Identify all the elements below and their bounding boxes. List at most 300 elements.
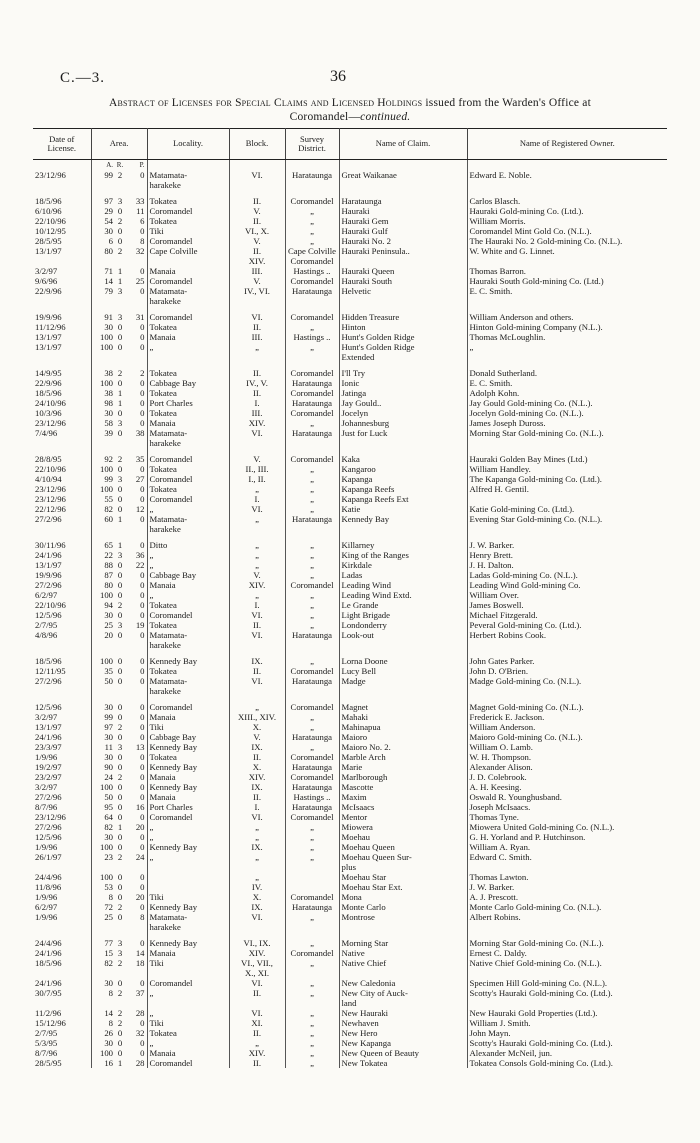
cell-locality: Manaia xyxy=(147,792,229,802)
cell-acres: 95 xyxy=(104,802,113,812)
cell-roods: 2 xyxy=(117,988,123,998)
cell-survey-district: Harataunga xyxy=(285,732,339,742)
cell-survey-district: Coromandel xyxy=(285,812,339,822)
cell-claim-name: Katie xyxy=(339,504,467,514)
cell-owner: Thomas Tyne. xyxy=(469,812,519,822)
cell-roods: 2 xyxy=(117,722,123,732)
table-row xyxy=(33,170,667,180)
table-row xyxy=(33,958,667,968)
cell-roods: 2 xyxy=(117,958,123,968)
cell-roods: 3 xyxy=(117,286,123,296)
cell-roods: 2 xyxy=(117,170,123,180)
cell-acres: 30 xyxy=(104,408,113,418)
cell-claim-name: Kapanga Reefs Ext xyxy=(339,494,467,504)
cell-locality: „ xyxy=(147,342,229,352)
table-row xyxy=(33,702,667,712)
col-date: Date of License. xyxy=(33,129,91,160)
cell-owner xyxy=(467,524,667,534)
table-row xyxy=(33,474,667,484)
cell-claim-name: Newhaven xyxy=(339,1018,467,1028)
cell-block xyxy=(229,180,285,190)
cell-date: 11/12/96 xyxy=(33,322,91,332)
table-row xyxy=(33,484,667,494)
cell-perches: 0 xyxy=(127,580,147,590)
cell-claim-name: Kaka xyxy=(339,454,467,464)
cell-roods xyxy=(115,256,127,266)
cell-claim-name: Hauraki Peninsula.. xyxy=(339,246,467,256)
cell-claim-name: Lorna Doone xyxy=(339,656,467,666)
cell-perches: 18 xyxy=(127,958,147,968)
cell-survey-district: „ xyxy=(285,570,339,580)
table-row xyxy=(33,732,667,742)
cell-roods: 0 xyxy=(117,732,123,742)
cell-claim-name: Hauraki Gulf xyxy=(339,226,467,236)
cell-block: VI. xyxy=(229,676,285,686)
cell-perches: 0 xyxy=(127,226,147,236)
cell-owner: Hauraki South Gold-mining Co. (Ltd.) xyxy=(469,276,604,286)
cell-roods: 3 xyxy=(117,312,123,322)
cell-locality: Cape Colville xyxy=(147,246,229,256)
cell-locality: Coromandel xyxy=(147,276,229,286)
cell-date: 10/3/96 xyxy=(33,408,91,418)
table-row xyxy=(33,742,667,752)
cell-survey-district: „ xyxy=(285,484,339,494)
cell-claim-name: plus xyxy=(339,862,467,872)
cell-owner: Thomas Lawton. xyxy=(469,872,529,882)
cell-acres: 60 xyxy=(104,514,113,524)
cell-date xyxy=(33,180,91,190)
cell-block: V. xyxy=(229,454,285,464)
cell-locality: Tokatea xyxy=(147,1028,229,1038)
cell-owner xyxy=(467,968,667,978)
cell-perches: 8 xyxy=(127,236,147,246)
cell-claim-name: Extended xyxy=(339,352,467,362)
cell-acres: 77 xyxy=(104,938,113,948)
cell-claim-name: Kirkdale xyxy=(339,560,467,570)
cell-survey-district: „ xyxy=(285,1038,339,1048)
cell-block: VI., IX. xyxy=(229,938,285,948)
cell-survey-district: „ xyxy=(285,712,339,722)
cell-claim-name: Native Chief xyxy=(339,958,467,968)
cell-block: „ xyxy=(229,872,285,882)
cell-locality: „ xyxy=(147,1038,229,1048)
cell-block: „ xyxy=(229,832,285,842)
cell-owner xyxy=(467,438,667,448)
cell-acres: 64 xyxy=(104,812,113,822)
cell-date: 13/1/97 xyxy=(33,560,91,570)
cell-claim-name xyxy=(339,296,467,306)
cell-date: 24/10/96 xyxy=(33,398,91,408)
cell-date: 22/9/96 xyxy=(33,378,91,388)
cell-perches: 0 xyxy=(127,702,147,712)
cell-locality xyxy=(147,968,229,978)
cell-survey-district: „ xyxy=(285,1058,339,1068)
cell-locality: Coromandel xyxy=(147,474,229,484)
cell-survey-district: Coromandel xyxy=(285,580,339,590)
cell-survey-district: Harataunga xyxy=(285,286,339,296)
cell-owner xyxy=(467,494,667,504)
cell-perches: 20 xyxy=(127,892,147,902)
cell-acres: 94 xyxy=(104,600,113,610)
table-row xyxy=(33,792,667,802)
cell-survey-district: „ xyxy=(285,912,339,922)
cell-roods: 0 xyxy=(117,1048,123,1058)
col-locality: Locality. xyxy=(147,129,229,160)
cell-block: „ xyxy=(229,560,285,570)
cell-perches xyxy=(127,998,147,1008)
cell-block: „ xyxy=(229,702,285,712)
table-row xyxy=(33,912,667,922)
cell-roods: 0 xyxy=(117,1038,123,1048)
table-row xyxy=(33,772,667,782)
cell-date: 12/5/96 xyxy=(33,702,91,712)
cell-block: „ xyxy=(229,590,285,600)
cell-acres: 30 xyxy=(104,978,113,988)
cell-survey-district: Coromandel xyxy=(285,666,339,676)
table-row xyxy=(33,782,667,792)
cell-date: 24/1/96 xyxy=(33,550,91,560)
col-claim: Name of Claim. xyxy=(339,129,467,160)
cell-owner xyxy=(467,922,667,932)
cell-acres: 58 xyxy=(104,418,113,428)
cell-date xyxy=(33,352,91,362)
cell-date: 6/2/97 xyxy=(33,902,91,912)
table-row xyxy=(33,352,667,362)
cell-claim-name: Kapanga xyxy=(339,474,467,484)
cell-owner: Magnet Gold-mining Co. (N.L.). xyxy=(469,702,584,712)
cell-survey-district xyxy=(285,640,339,650)
cell-locality: Kennedy Bay xyxy=(147,938,229,948)
cell-acres: 54 xyxy=(104,216,113,226)
cell-owner: John D. O'Brien. xyxy=(469,666,529,676)
cell-locality xyxy=(147,256,229,266)
cell-survey-district: Coromandel xyxy=(285,702,339,712)
cell-block: II. xyxy=(229,1028,285,1038)
cell-perches: 28 xyxy=(127,1058,147,1068)
cell-locality: Manaia xyxy=(147,266,229,276)
cell-survey-district: Coromandel xyxy=(285,772,339,782)
cell-owner: William O. Lamb. xyxy=(469,742,533,752)
cell-owner xyxy=(467,256,667,266)
cell-owner: Adolph Kohn. xyxy=(469,388,520,398)
cell-block: III. xyxy=(229,266,285,276)
cell-claim-name: Just for Luck xyxy=(339,428,467,438)
cell-locality: „ xyxy=(147,560,229,570)
cell-locality xyxy=(147,882,229,892)
cell-survey-district: „ xyxy=(285,540,339,550)
cell-block: VI. xyxy=(229,1008,285,1018)
cell-date: 11/8/96 xyxy=(33,882,91,892)
cell-survey-district xyxy=(285,438,339,448)
title-main: Abstract of Licenses for Special Claims and Licensed Holdings xyxy=(109,97,423,109)
cell-owner: Peveral Gold-mining Co. (Ltd.). xyxy=(469,620,582,630)
cell-date: 3/2/97 xyxy=(33,712,91,722)
cell-locality: Tokatea xyxy=(147,322,229,332)
cell-survey-district: „ xyxy=(285,938,339,948)
cell-block: X., XI. xyxy=(229,968,285,978)
cell-survey-district xyxy=(285,882,339,892)
table-row xyxy=(33,752,667,762)
cell-date: 8/7/96 xyxy=(33,802,91,812)
unit-acres: A. xyxy=(106,161,113,169)
cell-date: 28/8/95 xyxy=(33,454,91,464)
cell-owner: William J. Smith. xyxy=(469,1018,531,1028)
cell-roods: 0 xyxy=(117,832,123,842)
area-units-row xyxy=(33,160,667,171)
table-row xyxy=(33,504,667,514)
cell-perches: 0 xyxy=(127,676,147,686)
cell-date xyxy=(33,922,91,932)
table-row xyxy=(33,276,667,286)
cell-perches: 0 xyxy=(127,1018,147,1028)
cell-acres xyxy=(91,296,115,306)
cell-acres: 30 xyxy=(104,226,113,236)
cell-date: 23/12/96 xyxy=(33,484,91,494)
cell-roods: 2 xyxy=(117,368,123,378)
cell-acres xyxy=(91,438,115,448)
cell-owner: Albert Robins. xyxy=(469,912,521,922)
cell-claim-name: New Hero xyxy=(339,1028,467,1038)
cell-date: 24/1/96 xyxy=(33,732,91,742)
cell-date: 18/5/96 xyxy=(33,196,91,206)
cell-acres: 97 xyxy=(104,196,113,206)
cell-roods xyxy=(115,968,127,978)
cell-block: II. xyxy=(229,368,285,378)
cell-block: II. xyxy=(229,752,285,762)
cell-date: 13/1/97 xyxy=(33,342,91,352)
cell-locality: Tokatea xyxy=(147,388,229,398)
cell-date: 13/1/97 xyxy=(33,246,91,256)
table-row xyxy=(33,948,667,958)
cell-perches: 37 xyxy=(127,988,147,998)
cell-survey-district: „ xyxy=(285,464,339,474)
cell-block: VI. xyxy=(229,812,285,822)
cell-acres: 80 xyxy=(104,580,113,590)
table-row xyxy=(33,286,667,296)
table-row xyxy=(33,550,667,560)
cell-claim-name: Madge xyxy=(339,676,467,686)
cell-block: IX. xyxy=(229,842,285,852)
cell-owner: Herbert Robins Cook. xyxy=(469,630,547,640)
cell-acres: 72 xyxy=(104,902,113,912)
cell-owner: Morning Star Gold-mining Co. (N.L.). xyxy=(469,428,604,438)
cell-block: V. xyxy=(229,206,285,216)
cell-survey-district: „ xyxy=(285,842,339,852)
cell-date: 22/10/96 xyxy=(33,216,91,226)
cell-roods: 3 xyxy=(117,948,123,958)
cell-survey-district: „ xyxy=(285,1008,339,1018)
cell-roods xyxy=(115,180,127,190)
cell-perches: 0 xyxy=(127,484,147,494)
cell-date xyxy=(33,640,91,650)
cell-roods: 0 xyxy=(117,590,123,600)
cell-perches: 0 xyxy=(127,514,147,524)
cell-owner: Jocelyn Gold-mining Co. (N.L.). xyxy=(469,408,584,418)
cell-roods: 2 xyxy=(117,1018,123,1028)
cell-survey-district: Coromandel xyxy=(285,368,339,378)
cell-date: 10/12/95 xyxy=(33,226,91,236)
cell-owner: Alexander McNeil, jun. xyxy=(469,1048,553,1058)
cell-acres: 99 xyxy=(104,170,113,180)
cell-owner: Coromandel Mint Gold Co. (N.L.). xyxy=(469,226,592,236)
cell-survey-district xyxy=(285,296,339,306)
cell-owner: William Anderson and others. xyxy=(469,312,574,322)
cell-acres: 30 xyxy=(104,1038,113,1048)
cell-locality: „ xyxy=(147,822,229,832)
cell-perches: 0 xyxy=(127,812,147,822)
cell-survey-district: „ xyxy=(285,494,339,504)
cell-block xyxy=(229,640,285,650)
cell-perches xyxy=(127,256,147,266)
cell-block: III. xyxy=(229,408,285,418)
cell-survey-district xyxy=(285,872,339,882)
cell-roods: 0 xyxy=(117,428,123,438)
unit-perches: P. xyxy=(127,160,147,171)
cell-roods: 0 xyxy=(117,978,123,988)
cell-owner: Ladas Gold-mining Co. (N.L.). xyxy=(469,570,578,580)
cell-claim-name: Kennedy Bay xyxy=(339,514,467,524)
cell-survey-district: Coromandel xyxy=(285,752,339,762)
cell-perches: 25 xyxy=(127,276,147,286)
cell-block: IV., V. xyxy=(229,378,285,388)
cell-locality: Manaia xyxy=(147,332,229,342)
cell-acres: 14 xyxy=(104,1008,113,1018)
cell-locality: Matamata- xyxy=(147,428,229,438)
cell-acres: 55 xyxy=(104,494,113,504)
cell-roods: 0 xyxy=(117,504,123,514)
table-row xyxy=(33,560,667,570)
table-row xyxy=(33,998,667,1008)
cell-survey-district: „ xyxy=(285,978,339,988)
cell-roods: 1 xyxy=(117,398,123,408)
cell-survey-district: Hastings .. xyxy=(285,792,339,802)
cell-claim-name: Ladas xyxy=(339,570,467,580)
cell-acres: 100 xyxy=(99,378,113,388)
cell-perches: 14 xyxy=(127,948,147,958)
table-row xyxy=(33,342,667,352)
cell-perches: 38 xyxy=(127,428,147,438)
cell-date: 6/2/97 xyxy=(33,590,91,600)
cell-block: I. xyxy=(229,494,285,504)
cell-acres: 100 xyxy=(99,342,113,352)
cell-date: 27/2/96 xyxy=(33,676,91,686)
cell-claim-name: Kangaroo xyxy=(339,464,467,474)
cell-acres: 30 xyxy=(104,610,113,620)
cell-survey-district: Coromandel xyxy=(285,454,339,464)
cell-date: 23/2/97 xyxy=(33,772,91,782)
cell-owner xyxy=(467,998,667,1008)
cell-date: 23/12/96 xyxy=(33,170,91,180)
cell-survey-district xyxy=(285,968,339,978)
cell-date: 15/12/96 xyxy=(33,1018,91,1028)
cell-block: XIV. xyxy=(229,418,285,428)
cell-date: 18/5/96 xyxy=(33,958,91,968)
cell-locality: Tokatea xyxy=(147,464,229,474)
cell-perches: 32 xyxy=(127,1028,147,1038)
cell-roods: 0 xyxy=(117,378,123,388)
cell-claim-name: Hinton xyxy=(339,322,467,332)
cell-date xyxy=(33,862,91,872)
table-row xyxy=(33,712,667,722)
cell-locality: Kennedy Bay xyxy=(147,742,229,752)
cell-survey-district: Coromandel xyxy=(285,948,339,958)
cell-owner: James Boswell. xyxy=(469,600,524,610)
cell-date: 30/7/95 xyxy=(33,988,91,998)
cell-date: 4/8/96 xyxy=(33,630,91,640)
cell-claim-name: Johannesburg xyxy=(339,418,467,428)
cell-acres: 50 xyxy=(104,676,113,686)
cell-roods xyxy=(115,640,127,650)
cell-claim-name xyxy=(339,968,467,978)
cell-claim-name: Miowera xyxy=(339,822,467,832)
cell-claim-name: New Queen of Beauty xyxy=(339,1048,467,1058)
cell-claim-name: Marie xyxy=(339,762,467,772)
cell-locality: Matamata- xyxy=(147,912,229,922)
cell-perches: 20 xyxy=(127,822,147,832)
cell-survey-district: „ xyxy=(285,590,339,600)
cell-block: „ xyxy=(229,484,285,494)
cell-claim-name: Hidden Treasure xyxy=(339,312,467,322)
cell-roods: 0 xyxy=(117,560,123,570)
cell-roods xyxy=(115,686,127,696)
cell-block: „ xyxy=(229,514,285,524)
cell-date xyxy=(33,256,91,266)
cell-roods: 0 xyxy=(117,610,123,620)
cell-owner: Edward C. Smith. xyxy=(469,852,532,862)
cell-claim-name: New City of Auck- xyxy=(339,988,467,998)
cell-roods xyxy=(115,998,127,1008)
cell-survey-district: Harataunga xyxy=(285,676,339,686)
cell-claim-name: Lucy Bell xyxy=(339,666,467,676)
cell-perches: 13 xyxy=(127,742,147,752)
cell-claim-name: New Kapanga xyxy=(339,1038,467,1048)
cell-owner: Hinton Gold-mining Company (N.L.). xyxy=(469,322,603,332)
cell-block: „ xyxy=(229,540,285,550)
cell-acres: 100 xyxy=(99,656,113,666)
cell-acres: 30 xyxy=(104,752,113,762)
cell-claim-name: Great Waikanae xyxy=(339,170,467,180)
cell-survey-district: „ xyxy=(285,216,339,226)
cell-survey-district: „ xyxy=(285,236,339,246)
cell-roods: 3 xyxy=(117,474,123,484)
cell-locality: Tokatea xyxy=(147,196,229,206)
cell-locality: „ xyxy=(147,832,229,842)
cell-block xyxy=(229,524,285,534)
cell-date: 23/12/96 xyxy=(33,494,91,504)
cell-date xyxy=(33,438,91,448)
cell-survey-district xyxy=(285,862,339,872)
cell-date: 24/4/96 xyxy=(33,872,91,882)
cell-claim-name: McIsaacs xyxy=(339,802,467,812)
cell-perches: 0 xyxy=(127,286,147,296)
cell-locality: Coromandel xyxy=(147,1058,229,1068)
cell-claim-name xyxy=(339,180,467,190)
cell-locality: Manaia xyxy=(147,418,229,428)
cell-roods: 1 xyxy=(117,540,123,550)
table-row xyxy=(33,226,667,236)
cell-block: I. xyxy=(229,398,285,408)
cell-locality xyxy=(147,352,229,362)
cell-acres: 88 xyxy=(104,560,113,570)
cell-acres: 50 xyxy=(104,792,113,802)
cell-block: II. xyxy=(229,196,285,206)
col-survey-district: Survey District. xyxy=(285,129,339,160)
cell-block: XIV. xyxy=(229,772,285,782)
cell-perches: 0 xyxy=(127,494,147,504)
cell-block: „ xyxy=(229,550,285,560)
cell-acres xyxy=(91,862,115,872)
cell-locality: Coromandel xyxy=(147,454,229,464)
